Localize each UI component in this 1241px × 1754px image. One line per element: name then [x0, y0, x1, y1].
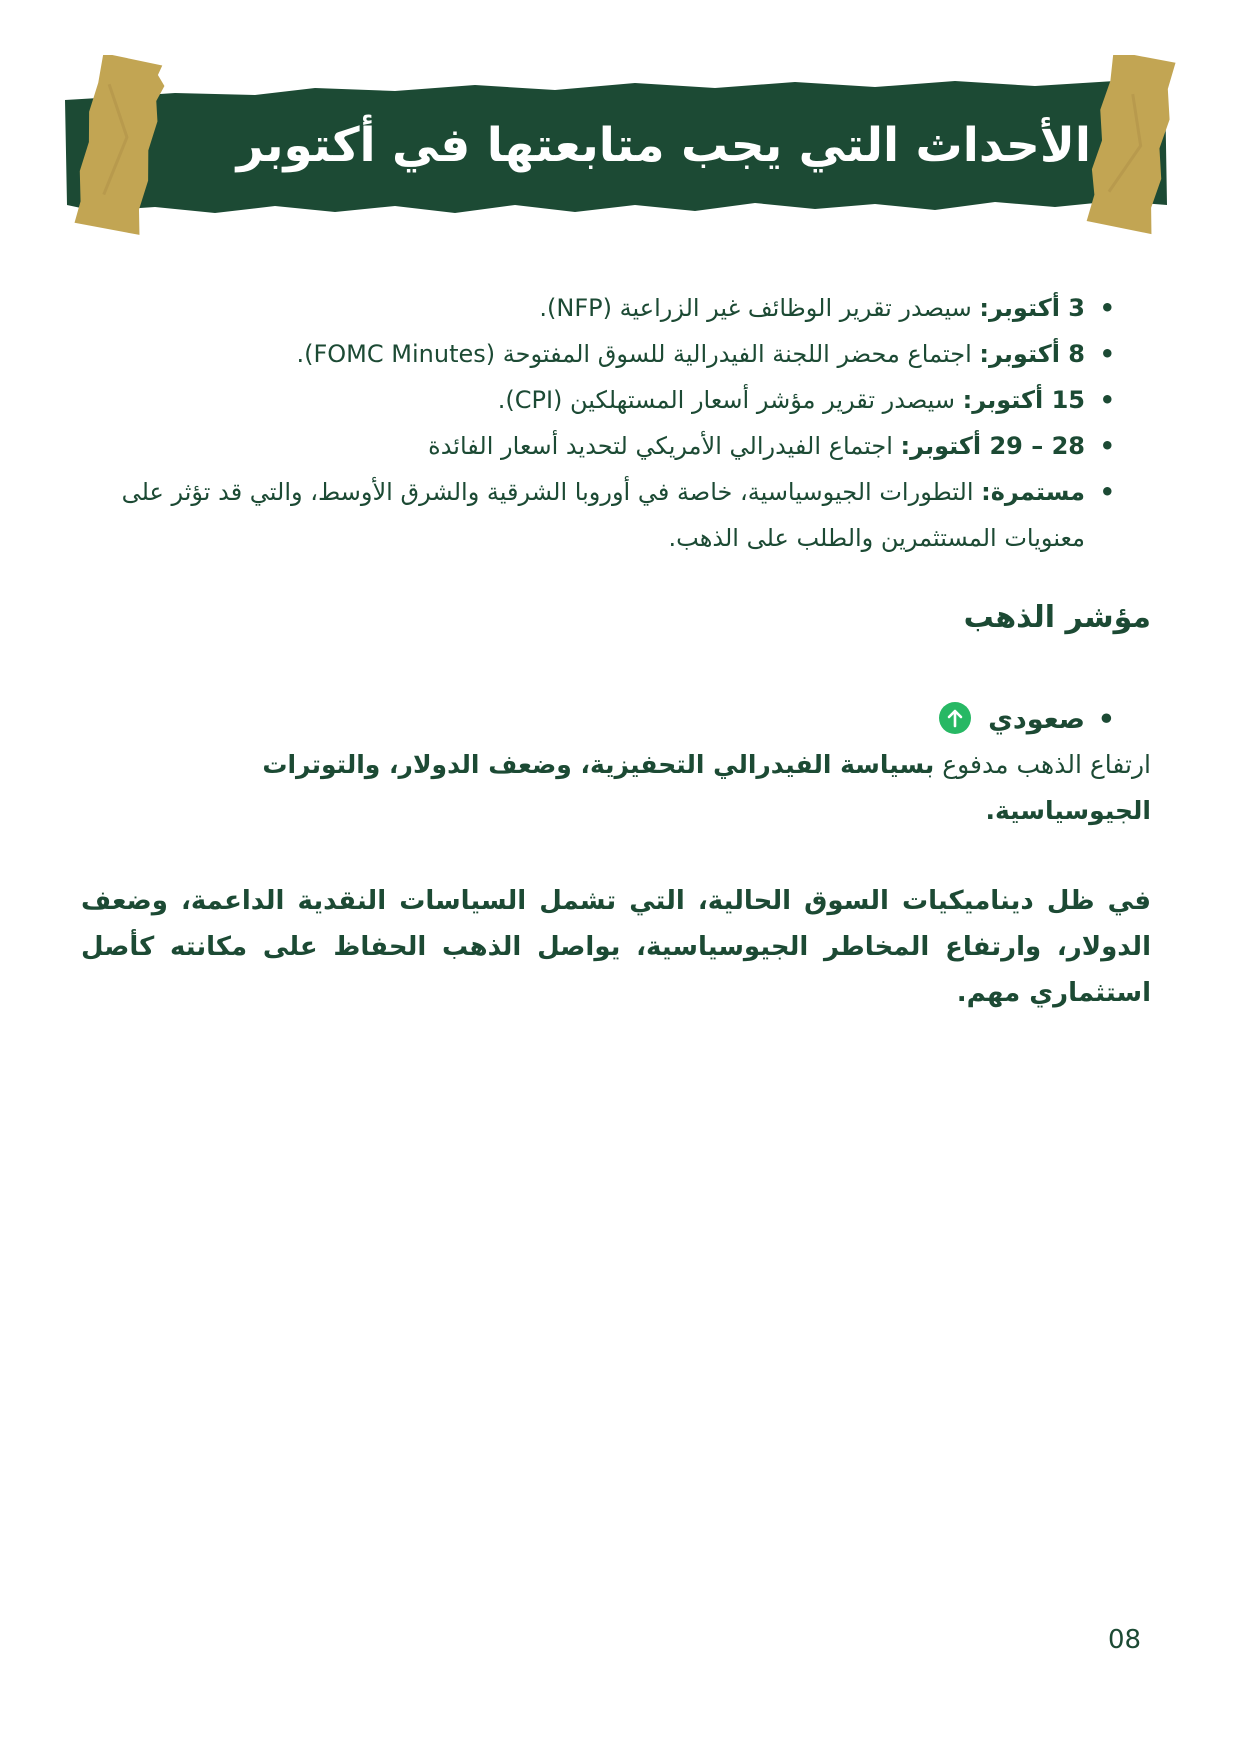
summary-paragraph: في ظل ديناميكيات السوق الحالية، التي تشمل السياسات النقدية الداعمة، وضعف الدولار، وارتفاع المخاطر الجيوسياسية، يواصل الذهب الحفاظ على مكانته كأصل استثماري مهم.	[81, 886, 1151, 1008]
page-number: 08	[1108, 1625, 1142, 1655]
trend-desc-prefix: ارتفاع الذهب مدفوع	[934, 750, 1151, 779]
list-item	[65, 331, 1115, 377]
events-list	[65, 285, 1115, 561]
section-title: مؤشر الذهب	[963, 600, 1151, 635]
arrow-up-icon	[939, 702, 971, 734]
event-date: مستمرة:	[981, 478, 1085, 506]
event-date: 15 أكتوبر:	[962, 386, 1085, 414]
bullet: •	[1099, 432, 1115, 460]
event-text: اجتماع محضر اللجنة الفيدرالية للسوق المفتوحة (FOMC Minutes).	[296, 340, 980, 368]
list-item	[65, 469, 1115, 561]
page-title: الأحداث التي يجب متابعتها في أكتوبر	[236, 118, 1091, 173]
trend-description	[191, 742, 1151, 834]
bullet: •	[1099, 340, 1115, 368]
trend-desc-bold: بسياسة الفيدرالي التحفيزية، وضعف الدولار، والتوترات الجيوسياسية.	[262, 750, 1151, 825]
trend-item	[939, 700, 1115, 740]
list-item	[65, 285, 1115, 331]
event-text: سيصدر تقرير الوظائف غير الزراعية (NFP).	[539, 294, 980, 322]
bullet: •	[1099, 478, 1115, 506]
list-item	[65, 377, 1115, 423]
event-date: 28 – 29 أكتوبر:	[900, 432, 1085, 460]
event-text: اجتماع الفيدرالي الأمريكي لتحديد أسعار الفائدة	[428, 432, 901, 460]
bullet: •	[1099, 294, 1115, 322]
bullet: •	[1097, 704, 1115, 735]
event-text: التطورات الجيوسياسية، خاصة في أوروبا الشرقية والشرق الأوسط، والتي قد تؤثر على معنويات المستثمرين والطلب على الذهب.	[121, 478, 1085, 552]
bullet: •	[1099, 386, 1115, 414]
event-date: 3 أكتوبر:	[979, 294, 1085, 322]
trend-label: صعودي	[988, 704, 1085, 735]
list-item	[65, 423, 1115, 469]
event-text: سيصدر تقرير مؤشر أسعار المستهلكين (CPI).	[497, 386, 963, 414]
event-date: 8 أكتوبر:	[979, 340, 1085, 368]
